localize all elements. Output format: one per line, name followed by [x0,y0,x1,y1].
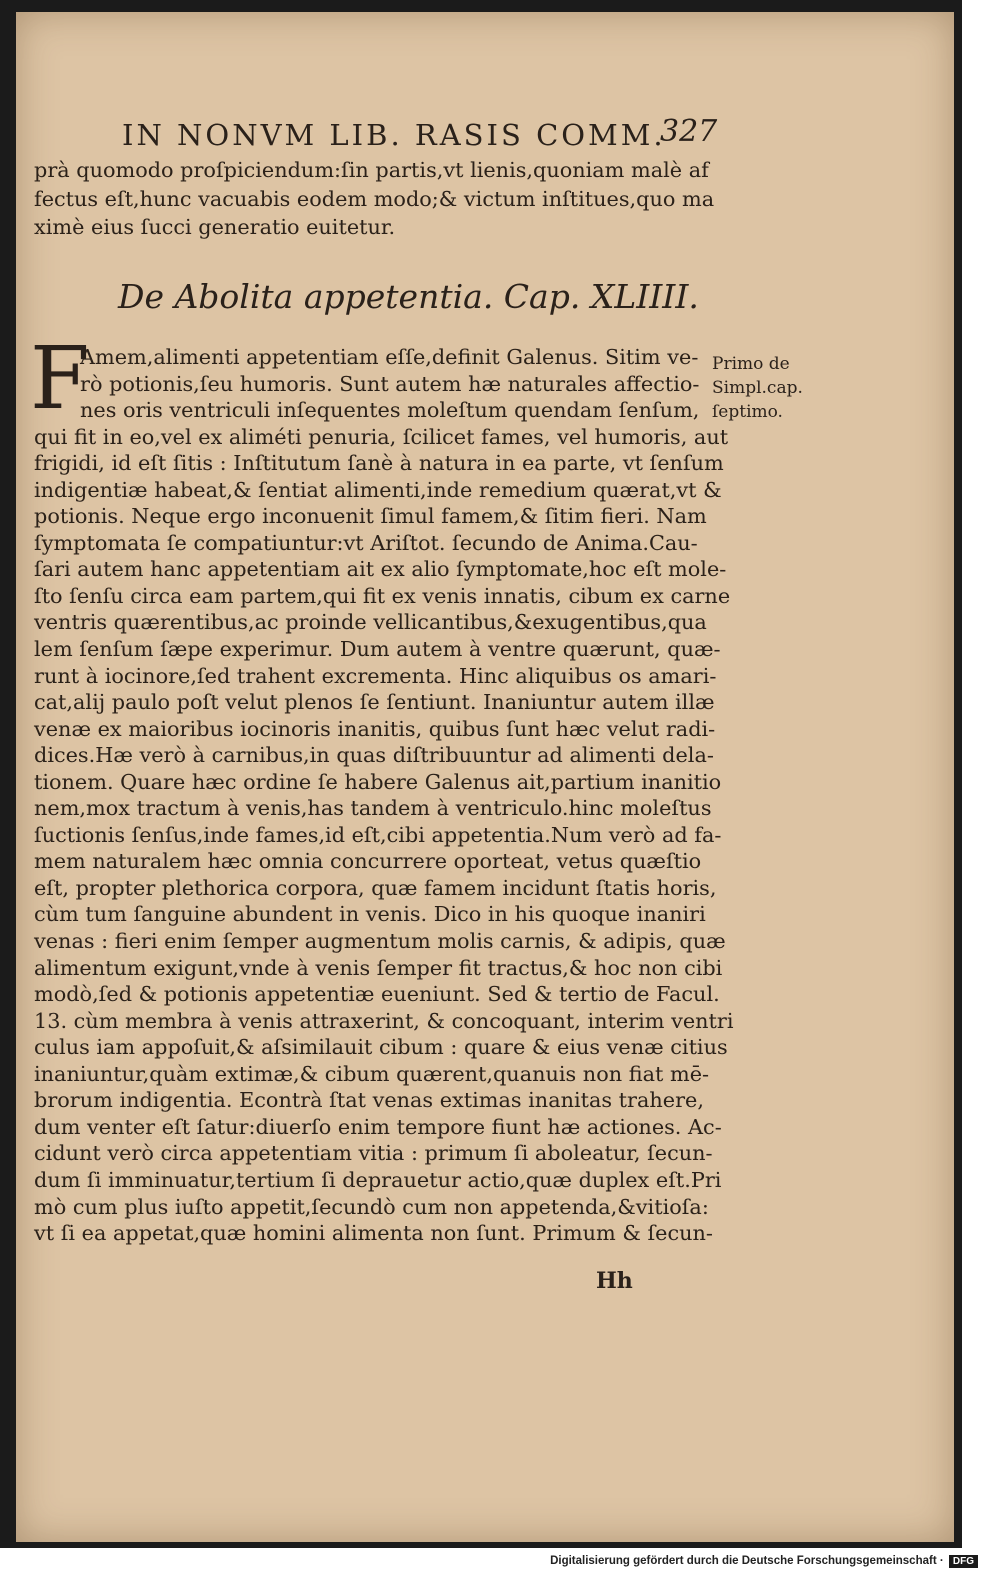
text-line: rò potionis,ſeu humoris. Sunt autem hæ naturales affectio- [80,371,700,396]
drop-cap: F [30,329,90,429]
text-line: cat,alij paulo poſt velut plenos ſe ſentiunt. Inaniuntur autem illæ [34,690,715,715]
text-line: dum venter eſt ſatur:diuerſo enim tempore fiunt hæ actiones. Ac- [34,1114,722,1139]
text-line: dum ſi imminuatur,tertium ſi deprauetur actio,quæ duplex eſt.Pri [34,1167,722,1192]
funding-credit-text: Digitalisierung gefördert durch die Deutsche Forschungsgemeinschaft · [550,1555,944,1567]
text-line: nes oris ventriculi inſequentes moleſtum quendam ſenſum, [80,398,700,423]
page-number: 327 [660,114,718,149]
text-line: vt ſi ea appetat,quæ homini alimenta non ſunt. Primum & ſecun- [34,1221,713,1246]
text-line: ſymptomata ſe compatiuntur:vt Ariſtot. ſecundo de Anima.Cau- [34,530,698,555]
catchword: Hh [596,1268,633,1294]
text-line: cidunt verò circa appetentiam vitia : primum ſi aboleatur, ſecun- [34,1141,713,1166]
text-line: alimentum exigunt,vnde à venis ſemper fit tractus,& hoc non cibi [34,955,723,980]
funding-credit [550,1555,978,1568]
text-line: 13. cùm membra à venis attraxerint, & concoquant, interim ventri [34,1008,734,1033]
main-text-block [34,344,734,1247]
text-line: potionis. Neque ergo inconuenit ſimul famem,& ſitim fieri. Nam [34,504,707,529]
text-line: nem,mox tractum à venis,has tandem à ventriculo.hinc moleſtus [34,796,712,821]
text-line: modò,ſed & potionis appetentiæ eueniunt. Sed & tertio de Facul. [34,982,720,1007]
text-line: inaniuntur,quàm extimæ,& cibum quærent,quanuis non fiat mē- [34,1061,710,1086]
text-line: ſto ſenſu circa eam partem,qui fit ex venis innatis, cibum ex carne [34,583,731,608]
text-line: prà quomodo proſpiciendum:ſin partis,vt lienis,quoniam malè af [34,158,709,182]
text-line: mò cum plus iuſto appetit,ſecundò cum non appetenda,&vitioſa: [34,1194,709,1219]
text-line: fectus eſt,hunc vacuabis eodem modo;& victum inſtitues,quo ma [34,186,715,211]
text-line: cùm tum ſanguine abundent in venis. Dico in his quoque inaniri [34,902,706,927]
text-line: tionem. Quare hæc ordine ſe habere Galenus ait,partium inanitio [34,769,722,794]
margin-note-line: Simpl.cap. [712,378,803,398]
text-line: lem ſenſum ſæpe experimur. Dum autem à ventre quærunt, quæ- [34,637,721,662]
text-line: dices.Hæ verò à carnibus,in quas diſtribuuntur ad alimenti dela- [34,743,714,768]
text-line: eſt, propter plethorica corpora, quæ famem incidunt ſtatis horis, [34,875,717,900]
chapter-heading: De Abolita appetentia. Cap. XLIIII. [118,277,699,316]
margin-note-line: Primo de [712,354,790,374]
top-text-block [34,156,714,242]
text-line: ſuctionis ſenſus,inde fames,id eſt,cibi appetentia.Num verò ad fa- [34,822,722,847]
margin-note [712,352,803,424]
text-line: ximè eius ſucci generatio euitetur. [34,215,396,239]
text-line: ſari autem hanc appetentiam ait ex alio ſymptomate,hoc eſt mole- [34,557,727,582]
text-line: frigidi, id eſt ſitis : Inſtitutum ſanè à natura in ea parte, vt ſenſum [34,451,724,476]
text-line: indigentiæ habeat,& ſentiat alimenti,inde remedium quærat,vt & [34,477,722,502]
running-title: IN NONVM LIB. RASIS COMM. [122,118,666,152]
text-line: venæ ex maioribus iocinoris inanitis, quibus ſunt hæc velut radi- [34,716,716,741]
margin-note-line: ſeptimo. [712,402,783,422]
text-line: culus iam appoſuit,& aſsimilauit cibum : quare & eius venæ citius [34,1035,728,1060]
text-line: ventris quærentibus,ac proinde vellicantibus,&exugentibus,qua [34,610,707,635]
text-line: runt à iocinore,ſed trahent excrementa. Hinc aliquibus os amari- [34,663,717,688]
text-line: venas : fieri enim ſemper augmentum molis carnis, & adipis, quæ [34,929,726,954]
text-line: Amem,alimenti appetentiam eſſe,definit Galenus. Sitim ve- [80,345,699,369]
dfg-logo: DFG [949,1555,978,1568]
text-line: brorum indigentia. Econtrà ſtat venas extimas inanitas trahere, [34,1088,704,1113]
text-line: qui fit in eo,vel ex aliméti penuria, ſcilicet fames, vel humoris, aut [34,424,729,449]
text-line: mem naturalem hæc omnia concurrere oporteat, vetus quæſtio [34,849,702,874]
